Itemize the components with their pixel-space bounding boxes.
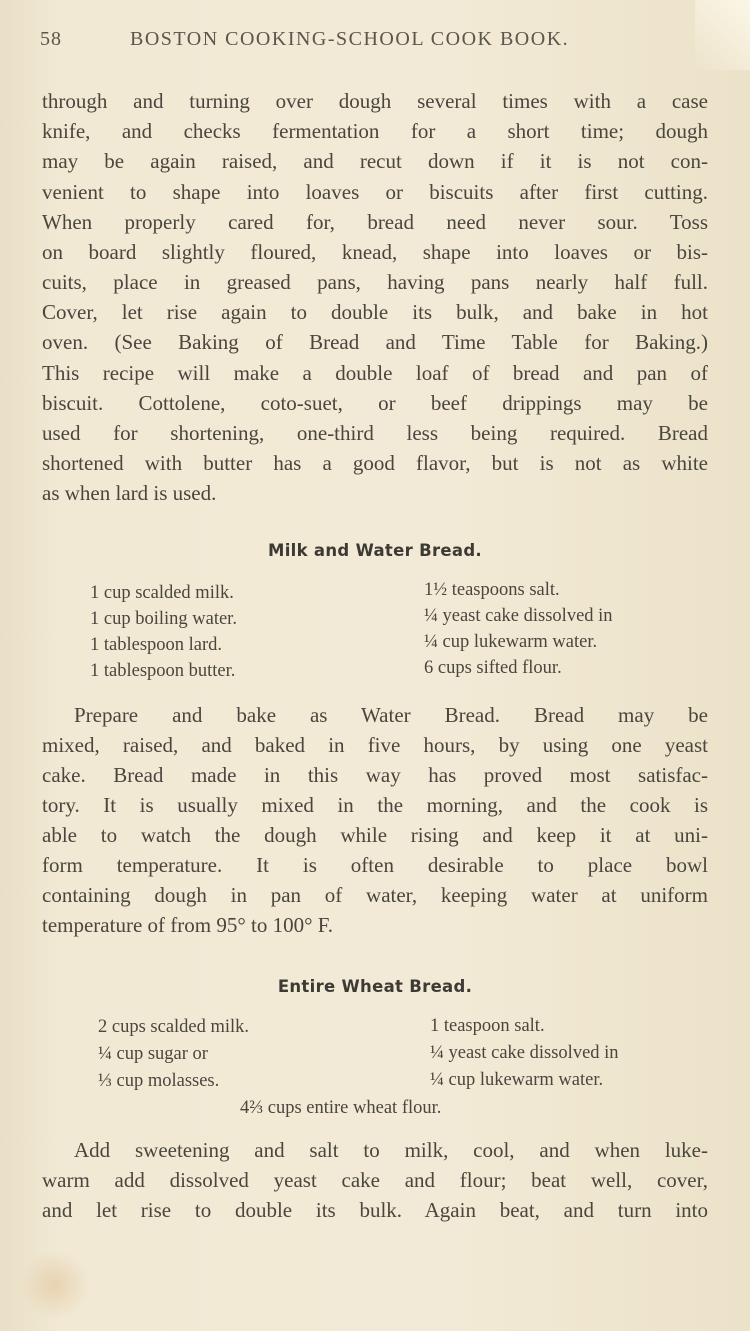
ingredient: ¼ cup sugar or (98, 1044, 208, 1064)
recipe-heading-entire-wheat: Entire Wheat Bread. (277, 977, 473, 996)
running-title: BOSTON COOKING-SCHOOL COOK BOOK. (130, 28, 570, 50)
recipe-heading-milk-water: Milk and Water Bread. (267, 541, 482, 560)
body-line: tory. It is usually mixed in the morning, and the cook is (42, 793, 708, 817)
intro-line: as when lard is used. (42, 481, 217, 505)
body-line: mixed, raised, and baked in five hours, by using one yeast (42, 733, 708, 757)
page-number: 58 (40, 28, 62, 50)
ingredient: 1 tablespoon lard. (90, 635, 223, 655)
body-line: able to watch the dough while rising and keep it at uni- (42, 823, 708, 847)
intro-line: shortened with butter has a good flavor, but is not as white (42, 451, 708, 475)
ingredient: 6 cups sifted flour. (424, 658, 562, 678)
intro-line: knife, and checks fermentation for a short time; dough (42, 119, 708, 143)
intro-line: biscuit. Cottolene, coto-suet, or beef drippings may be (42, 391, 708, 415)
intro-line: may be again raised, and recut down if it is not con- (42, 149, 708, 173)
body-line: Prepare and bake as Water Bread. Bread may be (74, 703, 708, 727)
ingredient: ¼ cup lukewarm water. (424, 632, 598, 652)
body-line: form temperature. It is often desirable to place bowl (42, 853, 708, 877)
ingredient: ¼ yeast cake dissolved in (424, 606, 613, 626)
body-line: cake. Bread made in this way has proved most satisfac- (42, 763, 708, 787)
ingredient: 1 cup scalded milk. (90, 583, 234, 603)
ingredient: ¼ cup lukewarm water. (430, 1070, 604, 1090)
ingredient: 1 tablespoon butter. (90, 661, 236, 681)
intro-line: This recipe will make a double loaf of bread and pan of (42, 361, 708, 385)
intro-line: cuits, place in greased pans, having pans nearly half full. (42, 270, 708, 294)
ingredient: 1½ teaspoons salt. (424, 580, 560, 600)
ingredient: ⅓ cup molasses. (98, 1071, 220, 1091)
ingredient: 4⅔ cups entire wheat flour. (240, 1098, 442, 1118)
body-line: warm add dissolved yeast cake and flour; beat well, cover, (42, 1168, 708, 1192)
intro-line: oven. (See Baking of Bread and Time Table for Baking.) (42, 330, 708, 354)
intro-line: through and turning over dough several times with a case (42, 89, 708, 113)
intro-line: When properly cared for, bread need never sour. Toss (42, 210, 708, 234)
ingredient: 2 cups scalded milk. (98, 1017, 250, 1037)
intro-line: venient to shape into loaves or biscuits after first cutting. (42, 180, 708, 204)
ingredient: ¼ yeast cake dissolved in (430, 1043, 619, 1063)
page-corner-fold (695, 0, 750, 70)
body-line: temperature of from 95° to 100° F. (42, 913, 333, 937)
ingredient: 1 teaspoon salt. (430, 1016, 545, 1036)
intro-line: on board slightly floured, knead, shape into loaves or bis- (42, 240, 708, 264)
body-line: Add sweetening and salt to milk, cool, and when luke- (74, 1138, 708, 1162)
ingredient: 1 cup boiling water. (90, 609, 237, 629)
intro-line: Cover, let rise again to double its bulk, and bake in hot (42, 300, 708, 324)
intro-line: used for shortening, one-third less being required. Bread (42, 421, 708, 445)
body-line: containing dough in pan of water, keeping water at uniform (42, 883, 708, 907)
body-line: and let rise to double its bulk. Again beat, and turn into (42, 1198, 708, 1222)
paper-stain (20, 1250, 90, 1320)
